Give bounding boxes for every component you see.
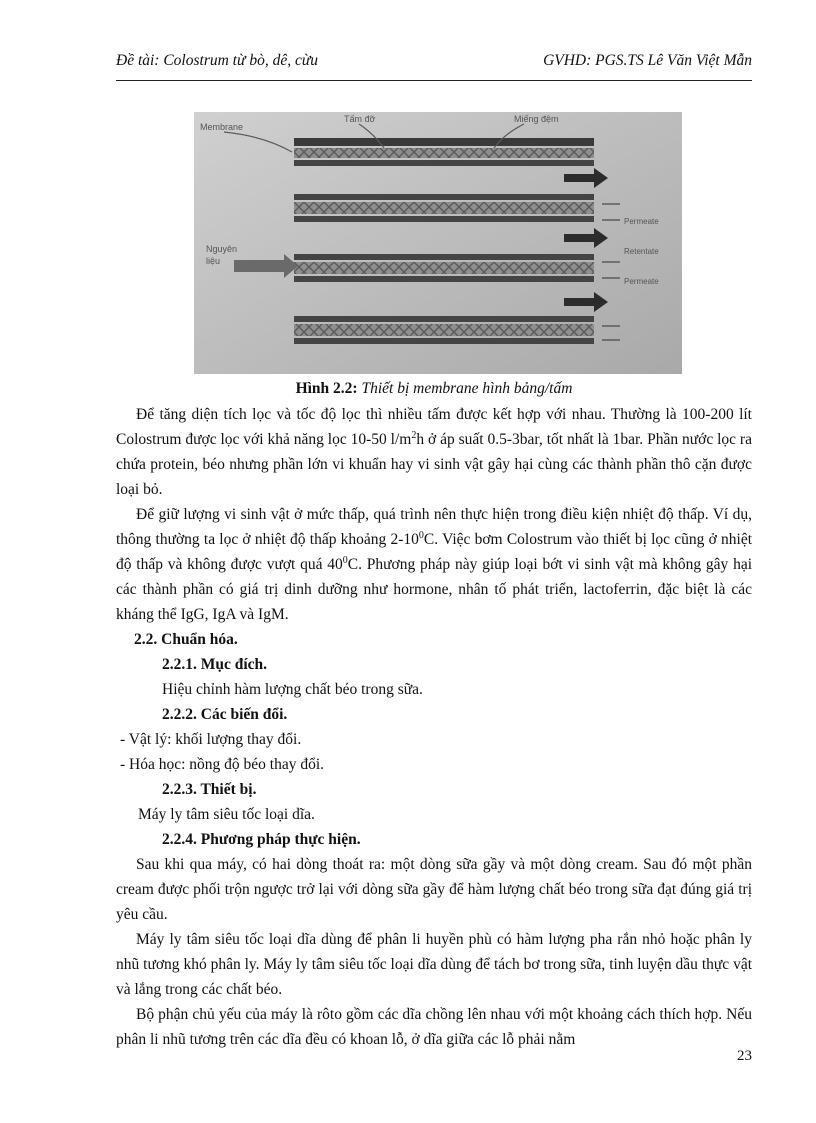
superscript: 2	[411, 429, 417, 441]
superscript: 0	[342, 554, 348, 566]
superscript: 0	[418, 529, 424, 541]
text-span: h ở áp suất 0.5-3bar, tốt nhất là 1bar. Phần nước lọc ra chứa protein, béo nhưng phần lớn vi khuẩn hay vi sinh vật gây hại cùng các thành phần thô cặn được loại bỏ.	[116, 431, 752, 498]
label-feed-2: liệu	[206, 256, 221, 266]
label-membrane: Membrane	[200, 122, 244, 132]
list-item-chemical: - Hóa học: nồng độ béo thay đổi.	[120, 756, 325, 773]
caption-text: Thiết bị membrane hình bảng/tấm	[361, 380, 573, 397]
text-span: Để tăng diện tích lọc và tốc độ lọc thì nhiều tấm được kết hợp với nhau. Thường là 100-200 lít Colostrum được lọc với khả năng lọc 10-50 l/m	[116, 406, 752, 448]
list-item-physical: - Vật lý: khối lượng thay đổi.	[120, 731, 302, 748]
caption-label: Hình 2.2:	[295, 380, 358, 397]
label-mieng-dem: Miếng đệm	[514, 114, 559, 124]
paragraph-centrifuge: Máy ly tâm siêu tốc loại dĩa dùng để phân li huyền phù có hàm lượng pha rắn nhỏ hoặc phân ly nhũ tương khó phân ly. Máy ly tâm siêu tốc loại dĩa dùng để tách bơ trong sữa, tinh luyện dầu thực vật và lắng trong các chất béo.	[116, 931, 752, 998]
figure-caption	[116, 380, 752, 398]
paragraph-filtration	[116, 402, 752, 502]
label-tam-do: Tấm đỡ	[344, 114, 376, 124]
heading-2-2-4: 2.2.4. Phương pháp thực hiện.	[162, 831, 361, 848]
header-supervisor: GVHD: PGS.TS Lê Văn Việt Mẫn	[543, 52, 752, 69]
paragraph-equipment: Máy ly tâm siêu tốc loại dĩa.	[138, 806, 315, 823]
page-header	[116, 52, 752, 74]
heading-2-2-2: 2.2.2. Các biến đổi.	[162, 706, 288, 723]
heading-2-2: 2.2. Chuẩn hóa.	[134, 631, 238, 648]
text-span: C. Việc bơm Colostrum vào thiết bị lọc cũng ở nhiệt độ thấp và không được vượt quá 40	[116, 531, 752, 573]
paragraph-method: Sau khi qua máy, có hai dòng thoát ra: một dòng sữa gầy và một dòng cream. Sau đó một phần cream được phối trộn ngược trở lại với dòng sữa gầy để hàm lượng chất béo trong sữa đạt đúng giá trị yêu cầu.	[116, 856, 752, 923]
paragraph-temperature	[116, 502, 752, 627]
label-permeate-top: Permeate	[624, 217, 659, 226]
label-feed-1: Nguyên	[206, 244, 238, 254]
header-divider	[116, 80, 752, 81]
membrane-diagram	[194, 112, 682, 374]
label-permeate-bottom: Permeate	[624, 277, 659, 286]
header-topic: Đề tài: Colostrum từ bò, dê, cừu	[116, 52, 319, 69]
heading-2-2-1: 2.2.1. Mục đích.	[162, 656, 268, 673]
label-retentate: Retentate	[624, 247, 659, 256]
membrane-figure	[194, 112, 682, 374]
heading-2-2-3: 2.2.3. Thiết bị.	[162, 781, 257, 798]
paragraph-purpose: Hiệu chỉnh hàm lượng chất béo trong sữa.	[162, 681, 423, 698]
paragraph-rotor: Bộ phận chủ yếu của máy là rôto gồm các dĩa chồng lên nhau với một khoảng cách thích hợp. Nếu phân li nhũ tương trên các dĩa đều có khoan lỗ, ở dĩa giữa các lỗ phải nằm	[116, 1006, 752, 1048]
text-span: Để giữ lượng vi sinh vật ở mức thấp, quá trình nên thực hiện trong điều kiện nhiệt độ thấp. Ví dụ, thông thường ta lọc ở nhiệt độ thấp khoảng 2-10	[116, 506, 752, 548]
document-body	[116, 402, 752, 1052]
page-number: 23	[737, 1048, 752, 1064]
text-span: C. Phương pháp này giúp loại bớt vi sinh vật mà không gây hại các thành phần có giá trị dinh dưỡng như hormone, nhân tố phát triển, lactoferrin, đặc biệt là các kháng thể IgG, IgA và IgM.	[116, 556, 753, 623]
